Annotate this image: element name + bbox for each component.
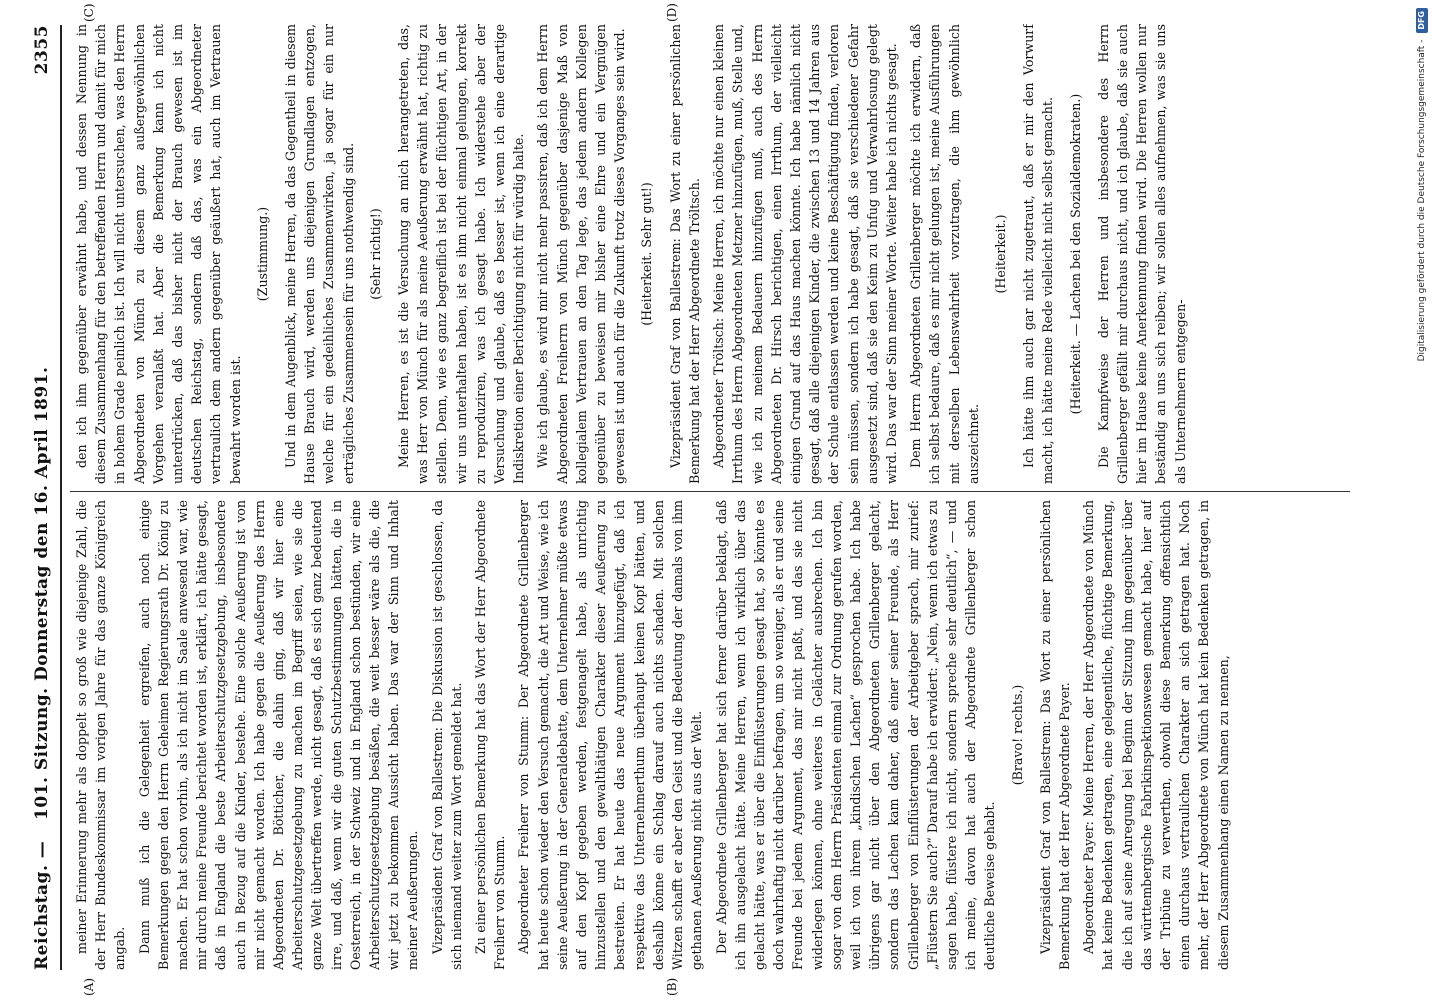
paragraph: Dann muß ich die Gelegenheit ergreifen, auch noch einige Bemerkungen gegen den Herrn Geheimen Regierungsrath Dr. König zu machen. Er hat schon vorhin, als ich nicht im Saale anwesend war, wie mir durch meine Freunde berichtet worden ist, erklärt, ich hätte gesagt, daß in England die beste Arbeiterschutzgesetzgebung, insbesondere auch in Bezug auf die Kinder, bestehe. Eine solche Aeußerung ist von mir nicht gemacht worden. Ich habe gegen die Aeußerung des Herrn Abgeordneten Dr. Bötticher, die dahin ging, daß wir hier eine Arbeiterschutzgesetzgebung zu machen im Begriff seien, wie sie die ganze Welt übertreffen werde, nicht gesagt, daß es sich ganz bedeutend irre, und daß, wenn wir die guten Schutzbestimmungen hätten, die in Oesterreich, in der Schweiz und in England schon bestünden, wir eine Arbeiterschutzgesetzgebung besäßen, die weit besser wäre als die, die wir jetzt zu bekommen Aussicht haben. Das war der Sinn und Inhalt meiner Aeußerungen. [136,500,421,970]
interjection: (Sehr richtig!) [367,208,383,300]
header-session-date: 101. Sitzung. Donnerstag den 16. April 1891. [32,366,52,820]
header-publication: Reichstag. — [32,840,52,970]
interjection: (Bravo! rechts.) [1009,684,1025,786]
paragraph: Vizepräsident Graf von Ballestrem: Das Wort zu einer persönlichen Bemerkung hat der Herr Abgeordnete Payer. [1037,500,1072,970]
running-header [12,25,62,970]
column-divider [70,491,1350,492]
dfg-logo: DFG [1416,8,1428,33]
paragraph: Abgeordneter Tröltsch: Meine Herren, ich möchte nur einen kleinen Irrthum des Herrn Abgeordneten Metzner hinzufügen, muß, Stelle und, wie ich zu meinem Bedauern hinzufügen muß, auch des Herrn Abgeordneten Dr. Hirsch berichtigen, einen Irrthum, der vielleicht einigen Grund auf das Haus machen könnte. Ich habe nämlich nicht gesagt, daß alle diejenigen Kinder, die zwischen 13 und 14 Jahren aus der Schule entlassen werden und keine Beschäftigung finden, verloren sein müssen, sondern ich habe gesagt, daß sie verschiedener Gefahr ausgesetzt sind, daß sie den Keim zu Unfug und Verwahrlosung gelegt wird. Das war der Sinn meiner Worte. Weiter habe ich nichts gesagt. [711,24,899,484]
left-column [72,500,1372,970]
paragraph: Abgeordneter Payer: Meine Herren, der Herr Abgeordnete von Münch hat keine Bedenken getragen, eine gelegentliche, flüchtige Bemerkung, die ich auf seine Anregung bei Beginn der Sitzung ihm gegenüber über das württembergische Fabrikinspektionswesen gemacht habe, hier auf der Tribüne zu verwerthen, obwohl diese Bemerkung offensichtlich einen durchaus vertraulichen Charakter an sich getragen hat. Noch mehr, der Herr Abgeordnete von Münch hat kein Bedenken getragen, in diesem Zusammenhang einen Namen zu nennen, [1081,500,1231,970]
paragraph: Und in dem Augenblick, meine Herren, da das Gegentheil in diesem Hause Brauch wird, werden uns diejenigen Grundlagen entzogen, welche für ein gedeihliches Zusammenwirken, ja sogar für ein nur erträgliches Zusammensein für uns nothwendig sind. [283,24,356,484]
credit-text: Digitalisierung gefördert durch die Deutsche Forschungsgemeinschaft - [1417,39,1427,362]
paragraph: Ich hätte ihm auch gar nicht zugetraut, daß er mir den Vorwurf macht, ich hätte meine Rede vielleicht nicht selbst gemacht. [1021,24,1056,484]
interjection: (Heiterkeit.) [992,214,1008,294]
page-number: 2355 [32,25,52,75]
interjection: (Zustimmung.) [254,206,270,302]
paragraph: meiner Erinnerung mehr als doppelt so groß wie diejenige Zahl, die der Herr Bundeskommissar im vorigen Jahre für das ganze Königreich angab. [74,500,128,970]
margin-marker-d: (D) [665,3,679,22]
margin-marker-c: (C) [82,3,96,22]
paragraph: Zu einer persönlichen Bemerkung hat das Wort der Herr Abgeordnete Freiherr von Stumm. [473,500,508,970]
paragraph: Meine Herren, es ist die Versuchung an mich herangetreten, das, was Herr von Münch für als meine Aeußerung erwähnt hat, richtig zu stellen. Denn, wie es ganz begreiflich ist bei der flüchtigen Art, in der wir uns unterhalten haben, ist es ihm nicht einmal gelungen, korrekt zu reproduziren, was ich gesagt habe. Ich widerstehe aber der Versuchung und glaube, daß es besser ist, wenn ich eine derartige Indiskretion einer Berichtigung nicht für würdig halte. [396,24,527,484]
interjection: (Heiterkeit. Sehr gut!) [639,182,655,326]
margin-marker-a: (A) [82,977,96,996]
paragraph: Die Kampfweise der Herren und insbesondere des Herrn Grillenberger gefällt mir durchaus nicht, und ich glaube, daß sie auch hier im Hause keine Anerkennung finden wird. Die Herren wollen nur beständig an uns sich reiben; wir sollen alles aufnehmen, was sie uns als Unternehmern entgegen- [1095,24,1188,484]
paragraph: Vizepräsident Graf von Ballestrem: Das Wort zu einer persönlichen Bemerkung hat der Herr Abgeordnete Tröltsch. [667,24,702,484]
paragraph: den ich ihm gegenüber erwähnt habe, und dessen Nennung in diesem Zusammenhang für den betreffenden Herrn und damit für mich in hohem Grade peinlich ist. Ich will nicht untersuchen, was den Herrn Abgeordneten von Münch zu diesem ganz außergewöhnlichen Vorgehen veranlaßt hat. Aber die Bemerkung kann ich nicht unterdrücken, daß das bisher nicht der Brauch gewesen ist im deutschen Reichstag, sondern daß das, was ein Abgeordneter vertraulich dem andern gegenüber geäußert hat, auch im Vertrauen bewahrt worden ist. [74,24,243,484]
paragraph: Wie ich glaube, es wird mir nicht mehr passiren, daß ich dem Herrn Abgeordneten Freiherrn von Münch gegenüber dasjenige Maß von kollegialem Vertrauen an den Tag lege, das jedem andern Kollegen gegenüber zu beweisen mir bisher eine Ehre und ein Vergnügen gewesen ist und auch für die Zukunft trotz dieses Vorganges sein wird. [535,24,628,484]
paragraph: Vizepräsident Graf von Ballestrem: Die Diskussion ist geschlossen, da sich niemand weiter zum Wort gemeldet hat. [429,500,464,970]
paragraph: Dem Herrn Abgeordneten Grillenberger möchte ich erwidern, daß ich selbst bedaure, daß es mir nicht gelungen ist, meine Ausführungen mit derselben Lebenswahrheit vorzutragen, die ihm gewöhnlich auszeichnet. [908,24,981,484]
right-column [72,24,1372,484]
interjection: (Heiterkeit. — Lachen bei den Sozialdemokraten.) [1067,93,1083,415]
paragraph: Der Abgeordnete Grillenberger hat sich ferner darüber beklagt, daß ich ihn ausgelacht hätte. Meine Herren, wenn ich wirklich über das gelacht hätte, was er über die Einflüsterungen gesagt hat, so könnte es doch wahrhaftig nicht darüber befragen, um so weniger, als er und seine Freunde bei jedem Argument, das mir nicht paßt, und das sie nicht widerlegen können, ohne weiteres in Gelächter ausbrechen. Ich bin sogar von dem Herrn Präsidenten einmal zur Ordnung gerufen worden, weil ich von ihrem „kindischen Lachen“ gesprochen habe. Ich habe übrigens gar nicht über den Abgeordneten Grillenberger gelacht, sondern das Lachen kam daher, daß einer seiner Freunde, als Herr Grillenberger von Einflüsterungen der Arbeitgeber sprach, mir zurief: „Flüstern Sie auch?“ Darauf habe ich erwidert: „Nein, wenn ich etwas zu sagen habe, flüstere ich nicht, sondern spreche sehr deutlich“, — und ich meine, davon hat auch der Abgeordnete Grillenberger schon deutliche Beweise gehabt. [713,500,998,970]
digitization-credit [1414,8,1430,992]
margin-marker-b: (B) [665,977,679,996]
paragraph: Abgeordneter Freiherr von Stumm: Der Abgeordnete Grillenberger hat heute schon wieder den Versuch gemacht, die Art und Weise, wie ich seine Aeußerung in der Generaldebatte, dem Unternehmer müßte etwas auf den Kopf gegeben werden, festgenagelt habe, als unrichtig hinzustellen und den gewalthätigen Charakter dieser Aeußerung zu bestreiten. Er hat heute das neue Argument hinzugefügt, daß ich respektive das Unternehmerthum überhaupt keinen Kopf hätten, und deshalb könne ein Schlag darauf auch nichts schaden. Mit solchen Witzen schafft er aber den Geist und die Bedeutung der damals von ihm gethanen Aeußerung nicht aus der Welt. [516,500,705,970]
